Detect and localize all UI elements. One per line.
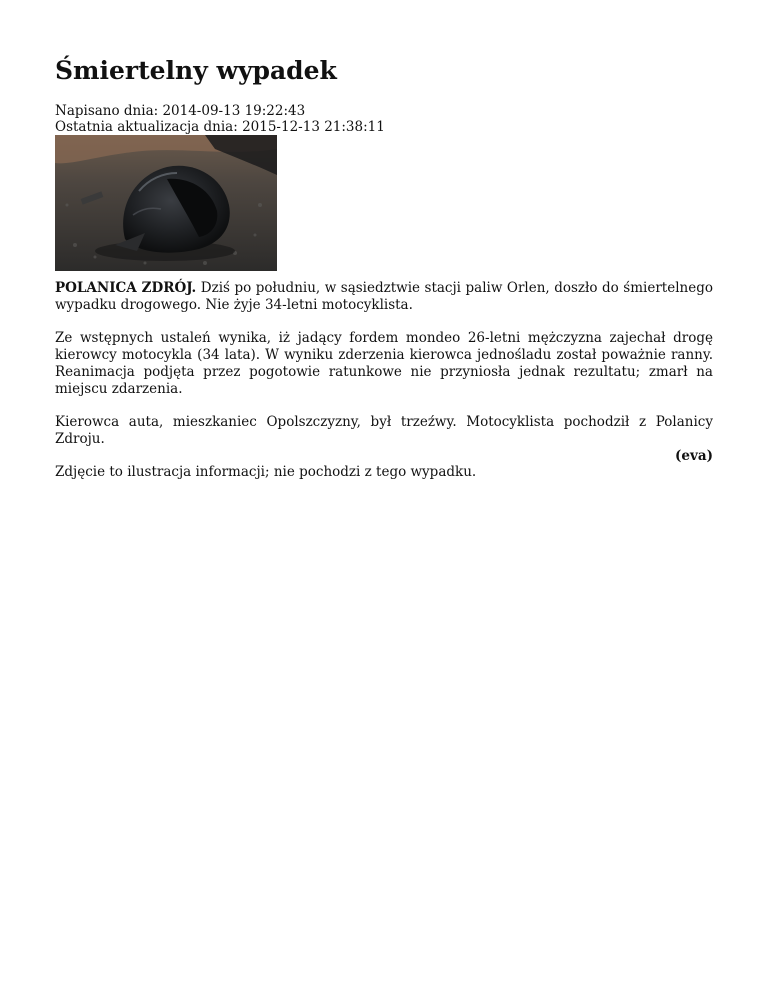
article-photo — [55, 135, 277, 271]
author-signature: (eva) — [675, 448, 713, 464]
article — [55, 54, 713, 481]
article-title: Śmiertelny wypadek — [55, 56, 337, 85]
photo-caption: Zdjęcie to ilustracja informacji; nie pochodzi z tego wypadku. — [55, 464, 477, 480]
paragraph-3: Kierowca auta, mieszkaniec Opolszczyzny, był trzeźwy. Motocyklista pochodził z Polanicy Zdroju. — [55, 414, 713, 447]
lead-paragraph — [55, 280, 713, 314]
published-date: Napisano dnia: 2014-09-13 19:22:43 — [55, 103, 306, 119]
lead-text: Dziś po południu, w sąsiedztwie stacji paliw Orlen, doszło do śmiertelnego wypadku drogowego. Nie żyje 34-letni motocyklista. — [55, 280, 713, 313]
paragraph-2: Ze wstępnych ustaleń wynika, iż jadący fordem mondeo 26-letni mężczyzna zajechał drogę kierowcy motocykla (34 lata). W wyniku zderzenia kierowca jednośladu został poważnie ranny. Reanimacja podjęta przez pogotowie ratunkowe nie przyniosła jednak rezultatu; zmarł na miejscu zdarzenia. — [55, 330, 713, 397]
lead-place: POLANICA ZDRÓJ. — [55, 280, 197, 296]
updated-date: Ostatnia aktualizacja dnia: 2015-12-13 21:38:11 — [55, 119, 385, 135]
helmet-photo-icon — [55, 135, 277, 271]
